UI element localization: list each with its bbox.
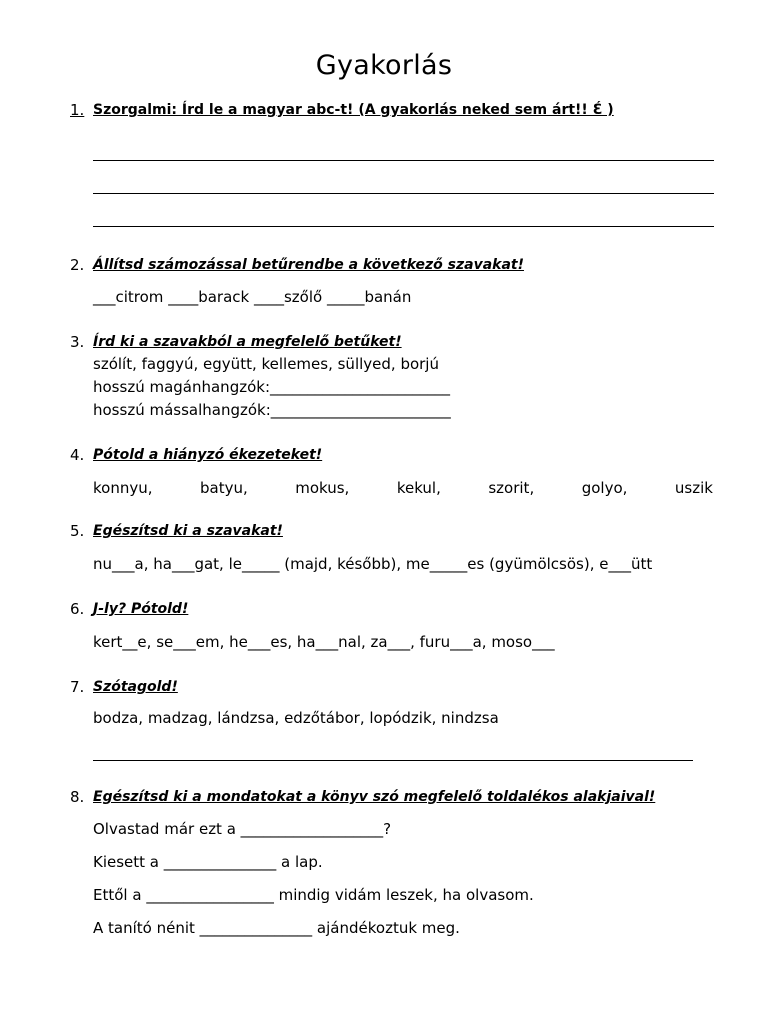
task-4-number: 4. [70,446,85,464]
task-3-long-consonants: hosszú mássalhangzók:________________________ [93,401,451,419]
task-3-heading: Írd ki a szavakból a megfelelő betűket! [93,334,402,350]
task-1-answer-line-1 [93,160,714,161]
task-8-number: 8. [70,788,85,806]
task-7-words: bodza, madzag, lándzsa, edzőtábor, lopódzik, nindzsa [93,709,499,727]
page-title: Gyakorlás [315,50,453,81]
task-7-answer-line [93,760,693,761]
task-2-heading: Állítsd számozással betűrendbe a következő szavakat! [93,257,524,273]
task-4-heading: Pótold a hiányzó ékezeteket! [93,447,323,463]
task-7-heading: Szótagold! [93,679,178,695]
task-5-heading: Egészítsd ki a szavakat! [93,523,283,539]
task-8-heading: Egészítsd ki a mondatokat a könyv szó megfelelő toldalékos alakjaival! [93,789,656,805]
task-1-number: 1. [70,101,85,119]
task-2-number: 2. [70,256,85,274]
task-4-word: konnyu, [93,479,153,497]
task-8-sentence-2: Kiesett a _______________ a lap. [93,853,323,871]
task-6-words: kert__e, se___em, he___es, ha___nal, za___, furu___a, moso___ [93,633,555,651]
task-4-word: golyo, [581,479,628,497]
task-1-answer-line-2 [93,193,714,194]
task-1-heading: Szorgalmi: Írd le a magyar abc-t! (A gyakorlás neked sem árt!! Ɛ́ ) [93,102,614,118]
task-4-word: szorit, [488,479,535,497]
task-8-sentence-1: Olvastad már ezt a ___________________? [93,820,392,838]
task-8-sentence-4: A tanító nénit _______________ ajándékoztuk meg. [93,919,460,937]
task-3-long-vowels: hosszú magánhangzók:________________________ [93,378,451,396]
task-2-words: ___citrom ____barack ____szőlő _____banán [93,288,412,306]
task-5-number: 5. [70,522,85,540]
task-6-number: 6. [70,600,85,618]
task-6-heading: J-ly? Pótold! [93,601,189,617]
task-5-words: nu___a, ha___gat, le_____ (majd, később), me_____es (gyümölcsös), e___ütt [93,555,653,573]
task-1-answer-line-3 [93,226,714,227]
task-4-word: batyu, [199,479,248,497]
task-4-word: kekul, [396,479,441,497]
task-4-word: mokus, [295,479,350,497]
task-3-number: 3. [70,333,85,351]
task-4-word: uszik [674,479,713,497]
task-8-sentence-3: Ettől a _________________ mindig vidám leszek, ha olvasom. [93,886,534,904]
task-4-word-row [93,478,713,498]
task-7-number: 7. [70,678,85,696]
task-3-word-list: szólít, faggyú, együtt, kellemes, süllyed, borjú [93,355,439,373]
